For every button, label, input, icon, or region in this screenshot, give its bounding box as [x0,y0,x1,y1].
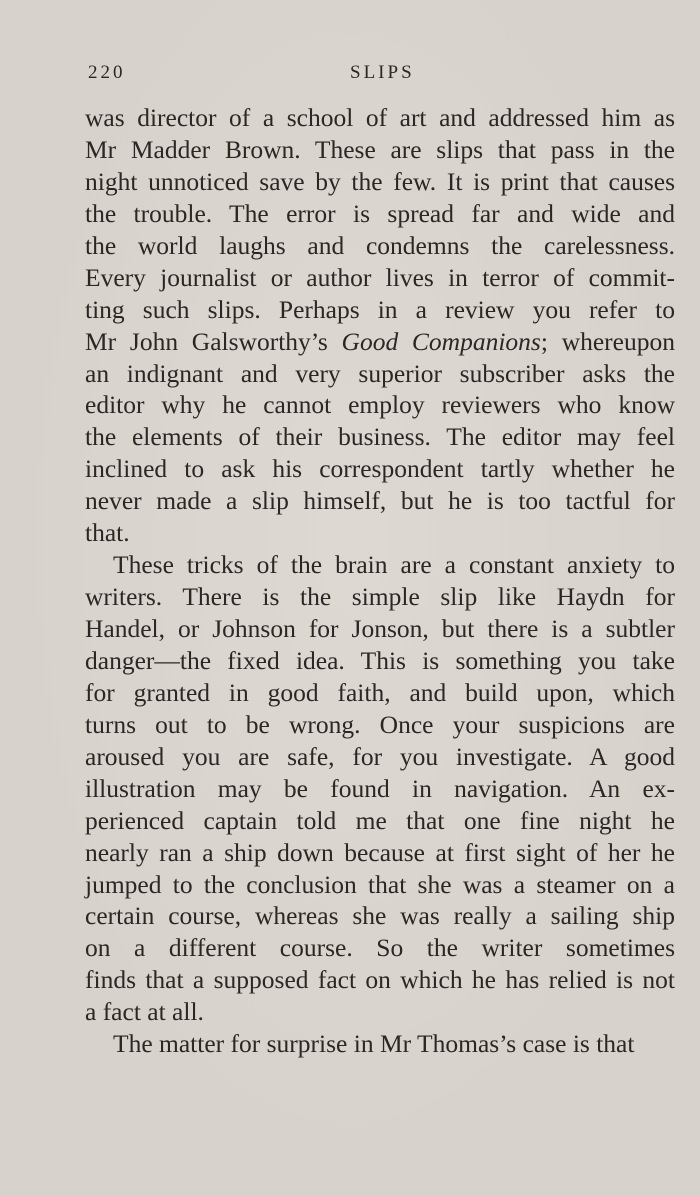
body-text [85,102,675,1060]
text-line: on a different course. So the writer sometimes [85,933,675,963]
text-line: editor why he cannot employ reviewers who know [85,390,675,420]
text-line: illustration may be found in navigation. An ex- [85,773,675,803]
text-line: perienced captain told me that one fine night he [85,805,675,835]
text-line: night unnoticed save by the few. It is print that causes [85,166,675,196]
text-line: writers. There is the simple slip like Haydn for [85,582,675,612]
text-line: the elements of their business. The editor may feel [85,422,675,452]
text-line: turns out to be wrong. Once your suspicions are [85,709,675,739]
text-line: Mr Madder Brown. These are slips that pass in the [85,134,675,164]
text-line: that. [85,518,130,548]
text-line: a fact at all. [85,997,204,1027]
text-line: certain course, whereas she was really a sailing ship [85,901,675,931]
text-segment: ; whereupon [540,326,675,356]
text-line-with-italic-title [85,326,675,358]
text-line: aroused you are safe, for you investigate. A good [85,741,675,771]
text-line: Handel, or Johnson for Jonson, but there is a subtler [85,614,675,643]
text-line: the trouble. The error is spread far and wide and [85,198,675,228]
paragraph-first-line: The matter for surprise in Mr Thomas’s case is that [113,1029,635,1059]
text-line: inclined to ask his correspondent tartly whether he [85,454,675,484]
paragraph-first-line: These tricks of the brain are a constant anxiety to [113,550,675,580]
text-line: jumped to the conclusion that she was a steamer on a [85,869,675,899]
text-line: was director of a school of art and addressed him as [85,103,675,132]
text-line: the world laughs and condemns the carelessness. [85,230,675,260]
text-line: never made a slip himself, but he is too tactful for [85,486,675,516]
page-number: 220 [88,62,126,83]
running-head: SLIPS [350,62,415,83]
text-line: an indignant and very superior subscriber asks the [85,358,675,388]
page-header [88,62,674,90]
text-line: danger—the fixed idea. This is something you take [85,645,675,675]
text-line: for granted in good faith, and build upon, which [85,677,675,707]
text-segment: Mr John Galsworthy’s [85,326,342,356]
text-line: finds that a supposed fact on which he has relied is not [85,965,675,995]
text-line: Every journalist or author lives in terror of commit- [85,262,675,292]
book-title-italic: Good Companions [341,326,541,356]
text-line: nearly ran a ship down because at first sight of her he [85,837,675,867]
text-line: ting such slips. Perhaps in a review you refer to [85,294,675,324]
